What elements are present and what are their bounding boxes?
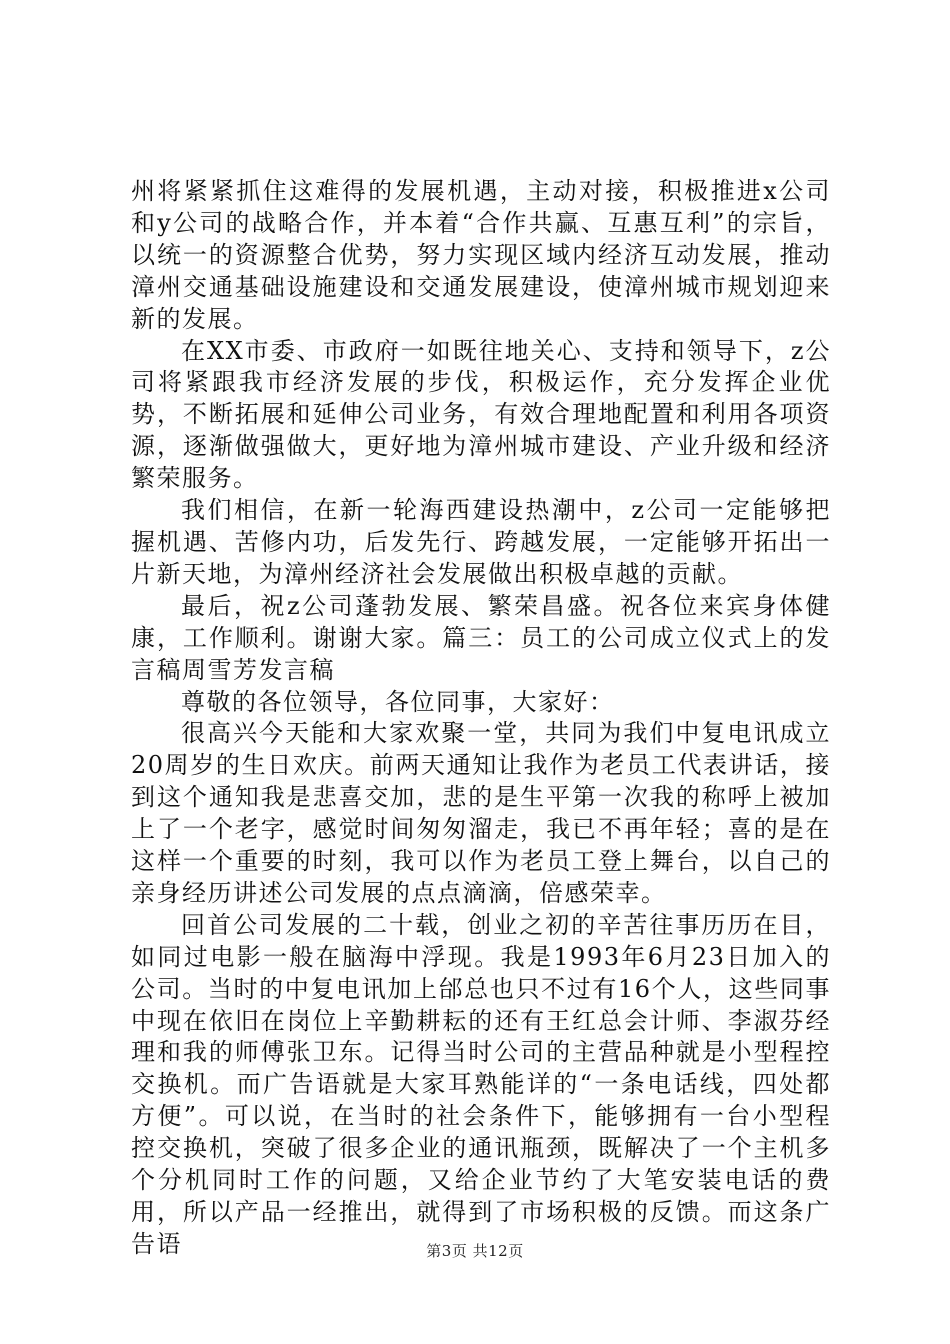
- page-number-footer: 第3页 共12页: [426, 1242, 524, 1260]
- paragraph: 尊敬的各位领导，各位同事，大家好：: [181, 687, 615, 716]
- paragraph: 最后，祝z公司蓬勃发展、繁荣昌盛。祝各位来宾身体健康，工作顺利。谢谢大家。篇三：员工的公司成立仪式上的发言稿周雪芳发言稿: [131, 591, 831, 684]
- paragraph: 回首公司发展的二十载，创业之初的辛苦往事历历在目，如同过电影一般在脑海中浮现。我是1993年6月23日加入的公司。当时的中复电讯加上邰总也只不过有16个人，这些同事中现在依旧在岗位上辛勤耕耘的还有王红总会计师、李淑芬经理和我的师傅张卫东。记得当时公司的主营品种就是小型程控交换机。而广告语就是大家耳熟能详的“一条电话线，四处都方便”。可以说，在当时的社会条件下，能够拥有一台小型程控交换机，突破了很多企业的通讯瓶颈，既解决了一个主机多个分机同时工作的问题，又给企业节约了大笔安装电话的费用，所以产品一经推出，就得到了市场积极的反馈。而这条广告语: [131, 910, 831, 1258]
- paragraph: 很高兴今天能和大家欢聚一堂，共同为我们中复电讯成立20周岁的生日欢庆。前两天通知让我作为老员工代表讲话，接到这个通知我是悲喜交加，悲的是生平第一次我的称呼上被加上了一个老字，感觉时间匆匆溜走，我已不再年轻；喜的是在这样一个重要的时刻，我可以作为老员工登上舞台，以自己的亲身经历讲述公司发展的点点滴滴，倍感荣幸。: [131, 719, 831, 907]
- paragraph: 在XX市委、市政府一如既往地关心、支持和领导下，z公司将紧跟我市经济发展的步伐，积极运作，充分发挥企业优势，不断拓展和延伸公司业务，有效合理地配置和利用各项资源，逐渐做强做大，更好地为漳州城市建设、产业升级和经济繁荣服务。: [131, 336, 831, 493]
- document-body: [131, 176, 831, 1261]
- paragraph: 州将紧紧抓住这难得的发展机遇，主动对接，积极推进x公司和y公司的战略合作，并本着“合作共赢、互惠互利”的宗旨，以统一的资源整合优势，努力实现区域内经济互动发展，推动漳州交通基础设施建设和交通发展建设，使漳州城市规划迎来新的发展。: [131, 177, 831, 333]
- paragraph: 我们相信，在新一轮海西建设热潮中，z公司一定能够把握机遇、苦修内功，后发先行、跨越发展，一定能够开拓出一片新天地，为漳州经济社会发展做出积极卓越的贡献。: [131, 496, 831, 588]
